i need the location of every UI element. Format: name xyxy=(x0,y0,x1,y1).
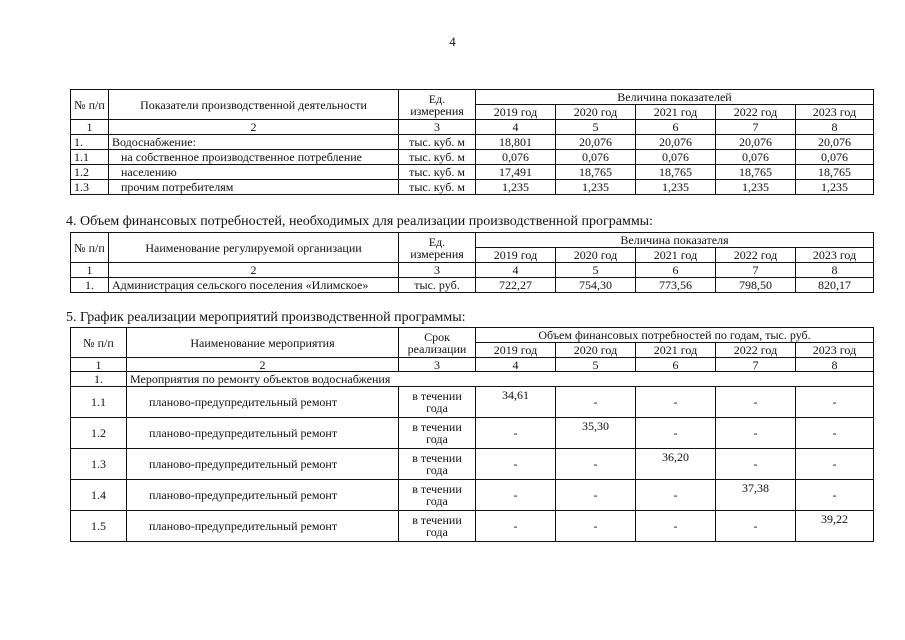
index-cell: 6 xyxy=(636,358,716,372)
row-num: 1.2 xyxy=(71,165,109,180)
table-row xyxy=(71,150,874,165)
table-row xyxy=(71,480,874,511)
row-value: 36,20 xyxy=(636,449,716,480)
header-values: Объем финансовых потребностей по годам, тыс. руб. xyxy=(476,328,874,343)
row-unit: тыс. куб. м xyxy=(399,180,476,195)
row-value: 0,076 xyxy=(476,150,556,165)
group-name: Мероприятия по ремонту объектов водоснабжения xyxy=(127,372,874,387)
row-value: - xyxy=(636,387,716,418)
row-value: 20,076 xyxy=(716,135,796,150)
index-cell: 2 xyxy=(109,263,399,278)
row-value: 0,076 xyxy=(556,150,636,165)
row-unit: тыс. руб. xyxy=(399,278,476,293)
table-row xyxy=(71,135,874,150)
section5-title: 5. График реализации мероприятий производственной программы: xyxy=(66,310,466,325)
row-value: 1,235 xyxy=(716,180,796,195)
row-value: - xyxy=(476,418,556,449)
index-row xyxy=(71,358,874,372)
header-year: 2019 год xyxy=(476,343,556,358)
financial-needs-table xyxy=(70,232,874,293)
header-year: 2019 год xyxy=(476,105,556,120)
table-row xyxy=(71,278,874,293)
row-num: 1. xyxy=(71,278,109,293)
row-name: Администрация сельского поселения «Илимское» xyxy=(109,278,399,293)
row-value: 0,076 xyxy=(636,150,716,165)
header-year: 2021 год xyxy=(636,343,716,358)
row-value: - xyxy=(796,418,874,449)
row-value: - xyxy=(476,480,556,511)
row-unit: тыс. куб. м xyxy=(399,135,476,150)
index-cell: 5 xyxy=(556,120,636,135)
row-name: планово-предупредительный ремонт xyxy=(127,449,399,480)
header-year: 2020 год xyxy=(556,343,636,358)
header-year: 2023 год xyxy=(796,343,874,358)
header-year: 2022 год xyxy=(716,248,796,263)
index-cell: 4 xyxy=(476,263,556,278)
header-year: 2021 год xyxy=(636,105,716,120)
row-value: - xyxy=(476,511,556,542)
index-cell: 5 xyxy=(556,263,636,278)
row-value: - xyxy=(716,387,796,418)
row-value: 37,38 xyxy=(716,480,796,511)
header-year: 2023 год xyxy=(796,105,874,120)
row-value: - xyxy=(556,511,636,542)
row-value: 20,076 xyxy=(796,135,874,150)
row-num: 1.5 xyxy=(71,511,127,542)
row-value: - xyxy=(556,480,636,511)
index-cell: 1 xyxy=(71,358,127,372)
row-name: планово-предупредительный ремонт xyxy=(127,418,399,449)
table-row xyxy=(71,449,874,480)
header-year: 2023 год xyxy=(796,248,874,263)
row-value: - xyxy=(556,387,636,418)
row-value: 798,50 xyxy=(716,278,796,293)
row-name: населению xyxy=(109,165,399,180)
row-value: - xyxy=(476,449,556,480)
row-value: 1,235 xyxy=(796,180,874,195)
index-cell: 1 xyxy=(71,263,109,278)
header-org: Наименование регулируемой организации xyxy=(109,233,399,263)
row-value: 1,235 xyxy=(636,180,716,195)
row-value: - xyxy=(796,387,874,418)
table-row xyxy=(71,387,874,418)
row-value: 820,17 xyxy=(796,278,874,293)
section4-title: 4. Объем финансовых потребностей, необходимых для реализации производственной программы: xyxy=(66,214,653,229)
row-name: Водоснабжение: xyxy=(109,135,399,150)
row-name: планово-предупредительный ремонт xyxy=(127,387,399,418)
row-value: 18,765 xyxy=(796,165,874,180)
row-term: в течении года xyxy=(399,418,476,449)
header-num: № п/п xyxy=(71,328,127,358)
row-value: - xyxy=(636,511,716,542)
header-term: Срок реализации xyxy=(399,328,476,358)
row-value: 722,27 xyxy=(476,278,556,293)
row-name: планово-предупредительный ремонт xyxy=(127,480,399,511)
index-cell: 3 xyxy=(399,120,476,135)
index-cell: 4 xyxy=(476,120,556,135)
row-term: в течении года xyxy=(399,480,476,511)
row-value: - xyxy=(636,480,716,511)
row-value: 1,235 xyxy=(476,180,556,195)
index-cell: 1 xyxy=(71,120,109,135)
index-cell: 8 xyxy=(796,120,874,135)
row-num: 1.2 xyxy=(71,418,127,449)
group-num: 1. xyxy=(71,372,127,387)
row-unit: тыс. куб. м xyxy=(399,165,476,180)
index-cell: 7 xyxy=(716,263,796,278)
row-value: - xyxy=(796,480,874,511)
row-term: в течении года xyxy=(399,387,476,418)
header-indicator: Показатели производственной деятельности xyxy=(109,90,399,120)
row-value: 34,61 xyxy=(476,387,556,418)
row-value: - xyxy=(716,511,796,542)
row-value: - xyxy=(636,418,716,449)
row-value: 1,235 xyxy=(556,180,636,195)
index-cell: 3 xyxy=(399,263,476,278)
header-num: № п/п xyxy=(71,90,109,120)
row-value: 754,30 xyxy=(556,278,636,293)
header-year: 2022 год xyxy=(716,105,796,120)
row-value: - xyxy=(796,449,874,480)
row-name: на собственное производственное потребление xyxy=(109,150,399,165)
row-value: 20,076 xyxy=(636,135,716,150)
row-num: 1.3 xyxy=(71,180,109,195)
row-num: 1.3 xyxy=(71,449,127,480)
row-num: 1. xyxy=(71,135,109,150)
table-row xyxy=(71,418,874,449)
row-term: в течении года xyxy=(399,449,476,480)
row-name: прочим потребителям xyxy=(109,180,399,195)
row-num: 1.1 xyxy=(71,150,109,165)
index-cell: 6 xyxy=(636,120,716,135)
table-row xyxy=(71,511,874,542)
index-cell: 7 xyxy=(716,120,796,135)
group-row xyxy=(71,372,874,387)
row-value: 18,765 xyxy=(556,165,636,180)
header-values: Величина показателя xyxy=(476,233,874,248)
row-value: 18,801 xyxy=(476,135,556,150)
header-year: 2022 год xyxy=(716,343,796,358)
header-unit: Ед. измерения xyxy=(399,233,476,263)
index-cell: 2 xyxy=(127,358,399,372)
row-value: 39,22 xyxy=(796,511,874,542)
header-unit: Ед. измерения xyxy=(399,90,476,120)
header-values: Величина показателей xyxy=(476,90,874,105)
header-year: 2021 год xyxy=(636,248,716,263)
row-value: 18,765 xyxy=(636,165,716,180)
row-value: 20,076 xyxy=(556,135,636,150)
table-row xyxy=(71,165,874,180)
header-year: 2020 год xyxy=(556,248,636,263)
row-name: планово-предупредительный ремонт xyxy=(127,511,399,542)
header-name: Наименование мероприятия xyxy=(127,328,399,358)
row-value: 18,765 xyxy=(716,165,796,180)
row-num: 1.4 xyxy=(71,480,127,511)
row-value: 773,56 xyxy=(636,278,716,293)
index-cell: 3 xyxy=(399,358,476,372)
row-unit: тыс. куб. м xyxy=(399,150,476,165)
index-row xyxy=(71,120,874,135)
index-cell: 8 xyxy=(796,263,874,278)
row-value: 35,30 xyxy=(556,418,636,449)
table-row xyxy=(71,180,874,195)
schedule-table xyxy=(70,327,874,542)
row-value: 0,076 xyxy=(796,150,874,165)
header-year: 2020 год xyxy=(556,105,636,120)
index-cell: 2 xyxy=(109,120,399,135)
row-value: 0,076 xyxy=(716,150,796,165)
row-value: - xyxy=(556,449,636,480)
index-cell: 6 xyxy=(636,263,716,278)
index-cell: 4 xyxy=(476,358,556,372)
row-num: 1.1 xyxy=(71,387,127,418)
row-value: - xyxy=(716,418,796,449)
header-year: 2019 год xyxy=(476,248,556,263)
row-term: в течении года xyxy=(399,511,476,542)
production-indicators-table xyxy=(70,89,874,195)
header-num: № п/п xyxy=(71,233,109,263)
row-value: - xyxy=(716,449,796,480)
index-cell: 8 xyxy=(796,358,874,372)
page-number: 4 xyxy=(449,34,456,49)
row-value: 17,491 xyxy=(476,165,556,180)
index-cell: 7 xyxy=(716,358,796,372)
index-row xyxy=(71,263,874,278)
index-cell: 5 xyxy=(556,358,636,372)
